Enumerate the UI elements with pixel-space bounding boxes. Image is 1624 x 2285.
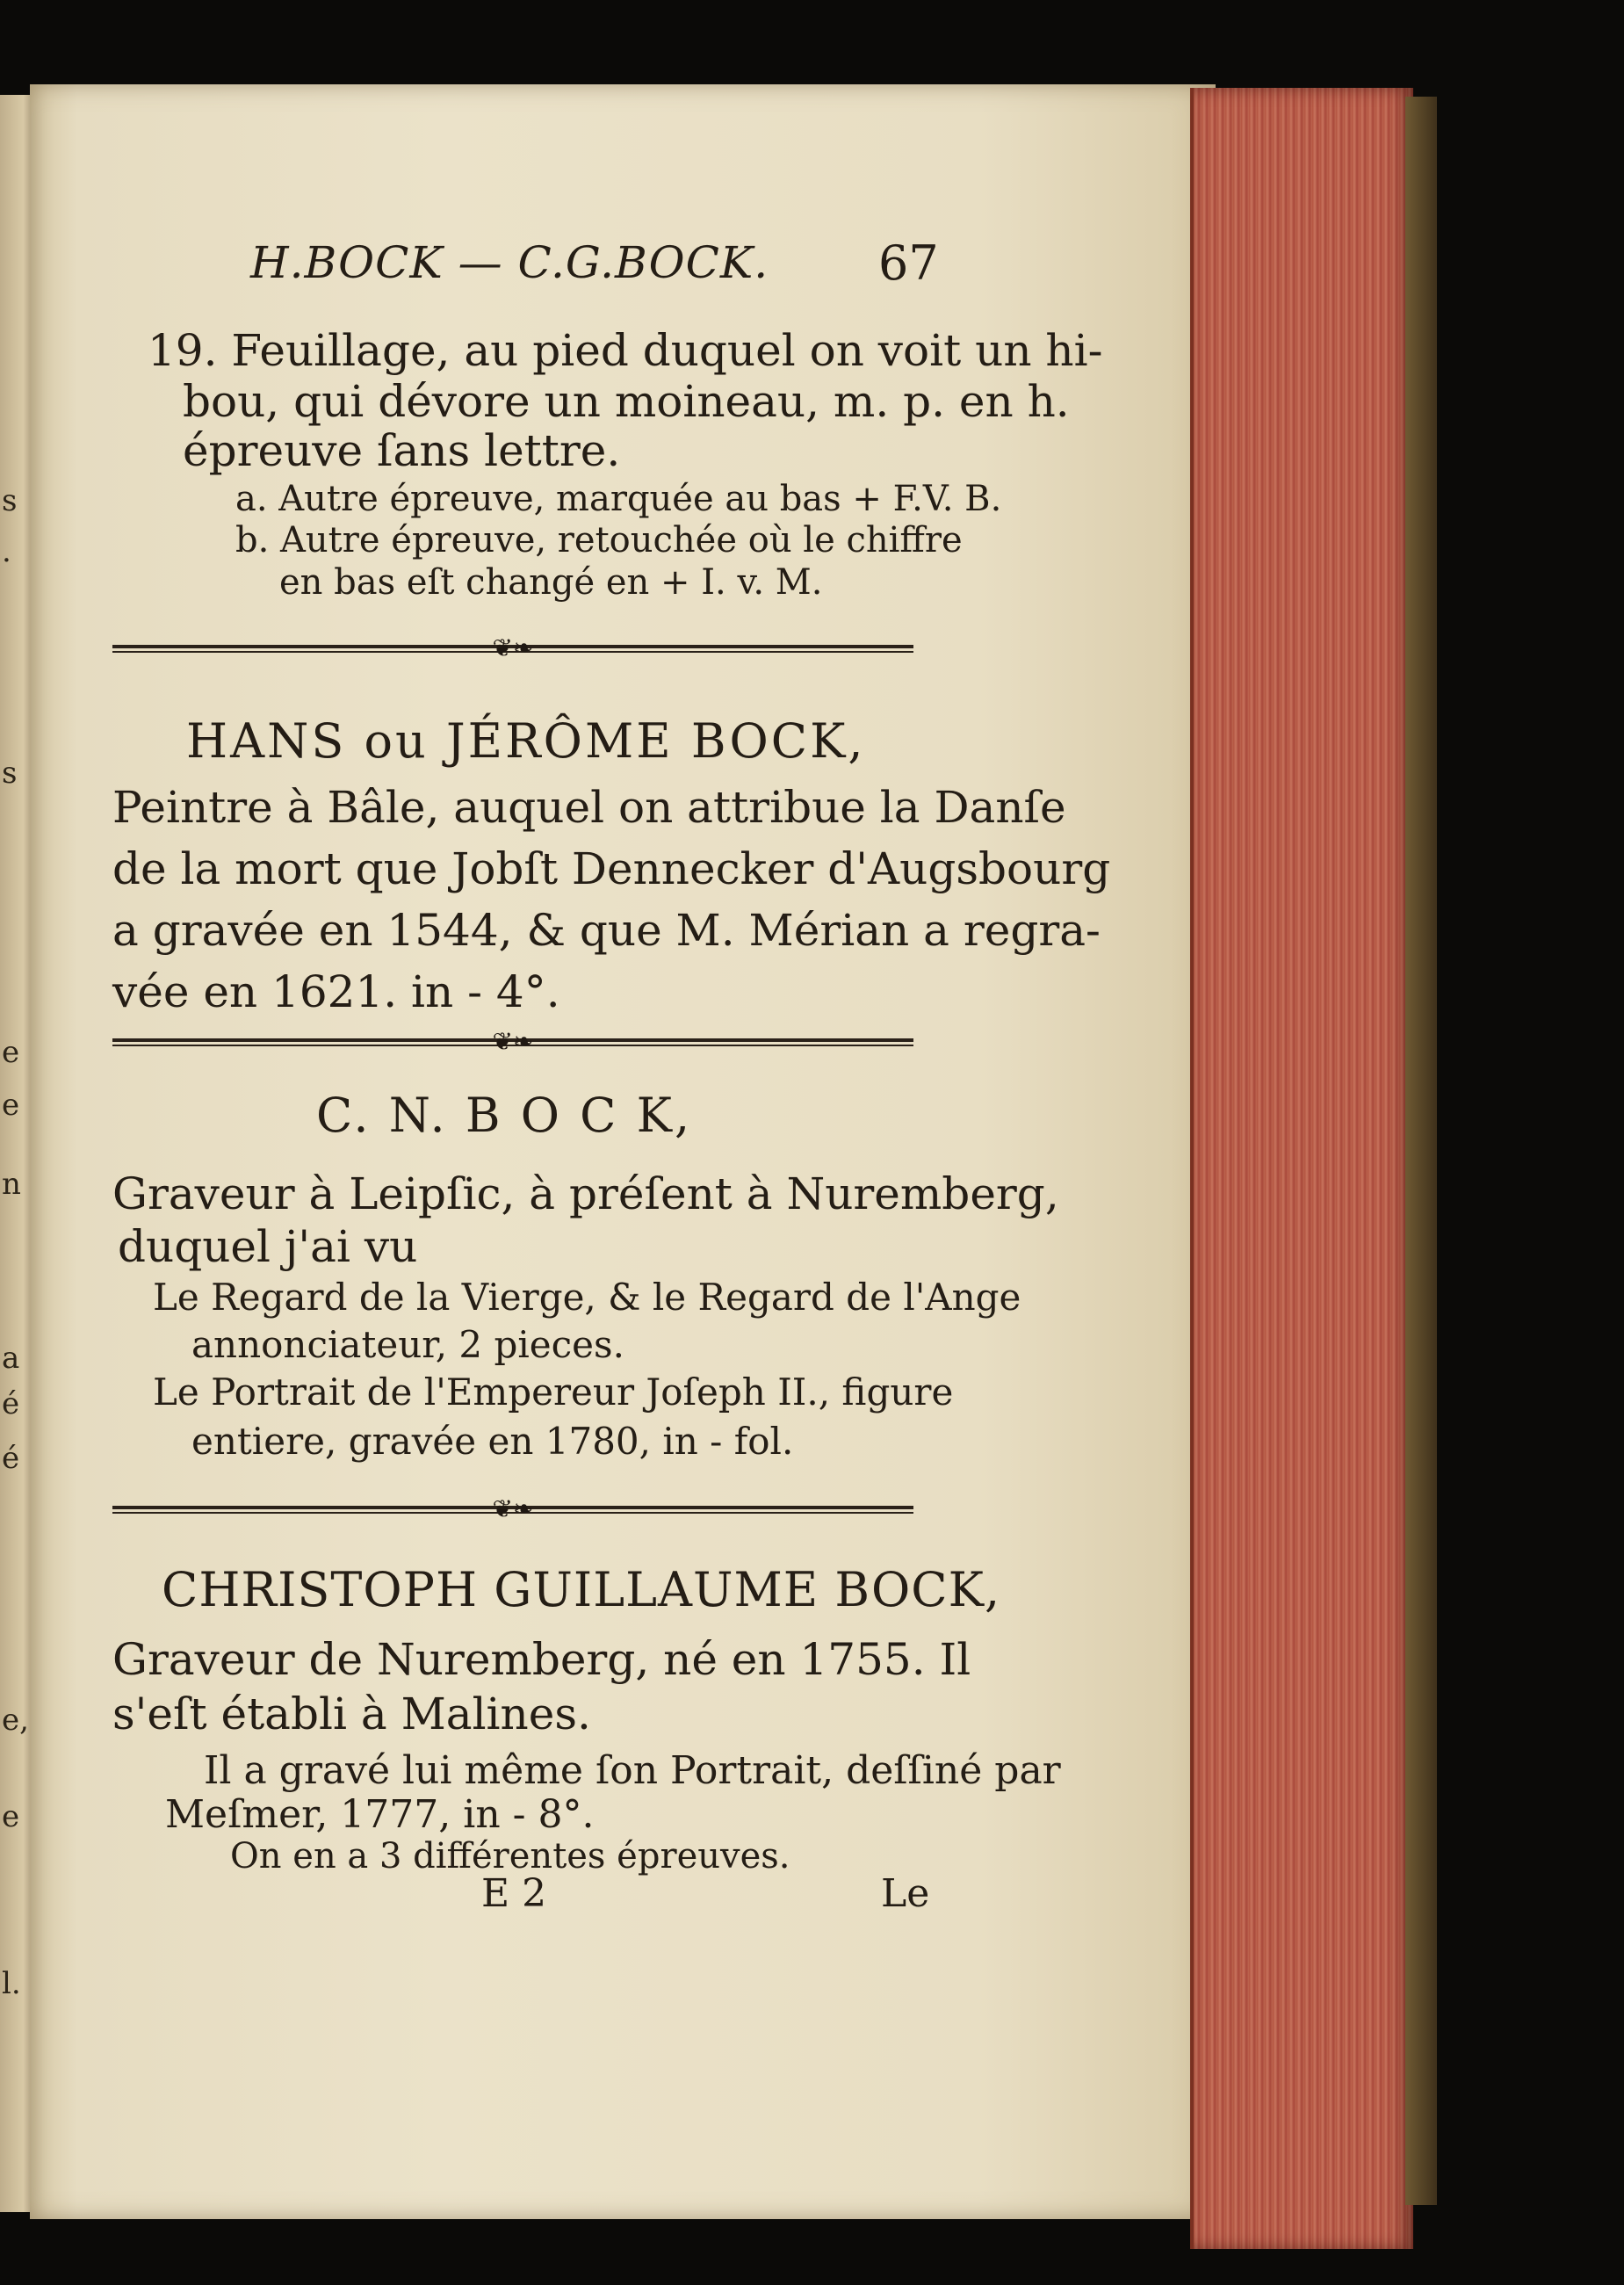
entry-line: bou, qui dévore un moineau, m. p. en h. <box>183 376 1070 427</box>
left-fragment: e <box>2 1799 20 1834</box>
section-heading: C. N. B O C K, <box>316 1088 693 1143</box>
fleuron-icon: ❦❧ <box>492 633 534 662</box>
page-fore-edge <box>1190 88 1413 2249</box>
signature-mark: E 2 <box>481 1871 547 1916</box>
left-fragment: n <box>2 1167 21 1202</box>
body-line: On en a 3 différentes épreuves. <box>230 1836 790 1876</box>
ornamental-rule <box>112 633 913 662</box>
body-line: Meſmer, 1777, in - 8°. <box>165 1792 595 1837</box>
body-line: entiere, gravée en 1780, in - fol. <box>191 1420 794 1463</box>
body-line: s'eſt établi à Malines. <box>112 1688 591 1739</box>
body-line: Peintre à Bâle, auquel on attribue la Danſe <box>112 782 1066 833</box>
catchword: Le <box>881 1871 930 1916</box>
section-heading: HANS ou JÉRÔME BOCK, <box>186 713 866 769</box>
left-page-edge <box>0 95 33 2212</box>
body-line: Le Portrait de l'Empereur Joſeph II., figure <box>153 1370 954 1414</box>
fleuron-icon: ❦❧ <box>492 1026 534 1056</box>
left-fragment: é <box>2 1441 20 1476</box>
left-fragment: l. <box>2 1966 21 2001</box>
left-fragment: a <box>2 1341 20 1376</box>
fleuron-icon: ❦❧ <box>492 1493 534 1523</box>
ornamental-rule <box>112 1493 913 1523</box>
section-heading: CHRISTOPH GUILLAUME BOCK, <box>162 1562 1001 1617</box>
body-line: vée en 1621. in - 4°. <box>112 966 560 1017</box>
running-title: H.BOCK — C.G.BOCK. <box>250 237 769 288</box>
left-fragment: s <box>2 483 18 518</box>
left-fragment: e, <box>2 1703 29 1738</box>
entry-variant: en bas eſt changé en + I. v. M. <box>279 562 823 603</box>
body-line: Il a gravé lui même ſon Portrait, deſſiné par <box>204 1748 1061 1793</box>
entry-line: 19. Feuillage, au pied duquel on voit un hi- <box>148 325 1103 376</box>
entry-line: épreuve ſans lettre. <box>183 425 621 476</box>
entry-variant: a. Autre épreuve, marquée au bas + F.V. B. <box>235 479 1002 519</box>
body-line: duquel j'ai vu <box>118 1221 418 1272</box>
left-fragment: e <box>2 1035 20 1070</box>
ornamental-rule <box>112 1026 913 1056</box>
left-fragment: s <box>2 756 18 791</box>
left-fragment: é <box>2 1386 20 1421</box>
left-fragment: e <box>2 1088 20 1123</box>
page-number: 67 <box>878 235 939 291</box>
body-line: annonciateur, 2 pieces. <box>191 1323 624 1366</box>
left-fragment: . <box>2 534 11 569</box>
body-line: Le Regard de la Vierge, & le Regard de l'Ange <box>153 1276 1021 1319</box>
body-line: de la mort que Jobſt Dennecker d'Augsbourg <box>112 843 1111 894</box>
body-line: a gravée en 1544, & que M. Mérian a regra- <box>112 905 1101 956</box>
body-line: Graveur de Nuremberg, né en 1755. Il <box>112 1634 971 1685</box>
entry-variant: b. Autre épreuve, retouchée où le chiffre <box>235 520 963 560</box>
book-cover-edge <box>1405 97 1437 2205</box>
body-line: Graveur à Leipſic, à préſent à Nuremberg, <box>112 1168 1059 1219</box>
